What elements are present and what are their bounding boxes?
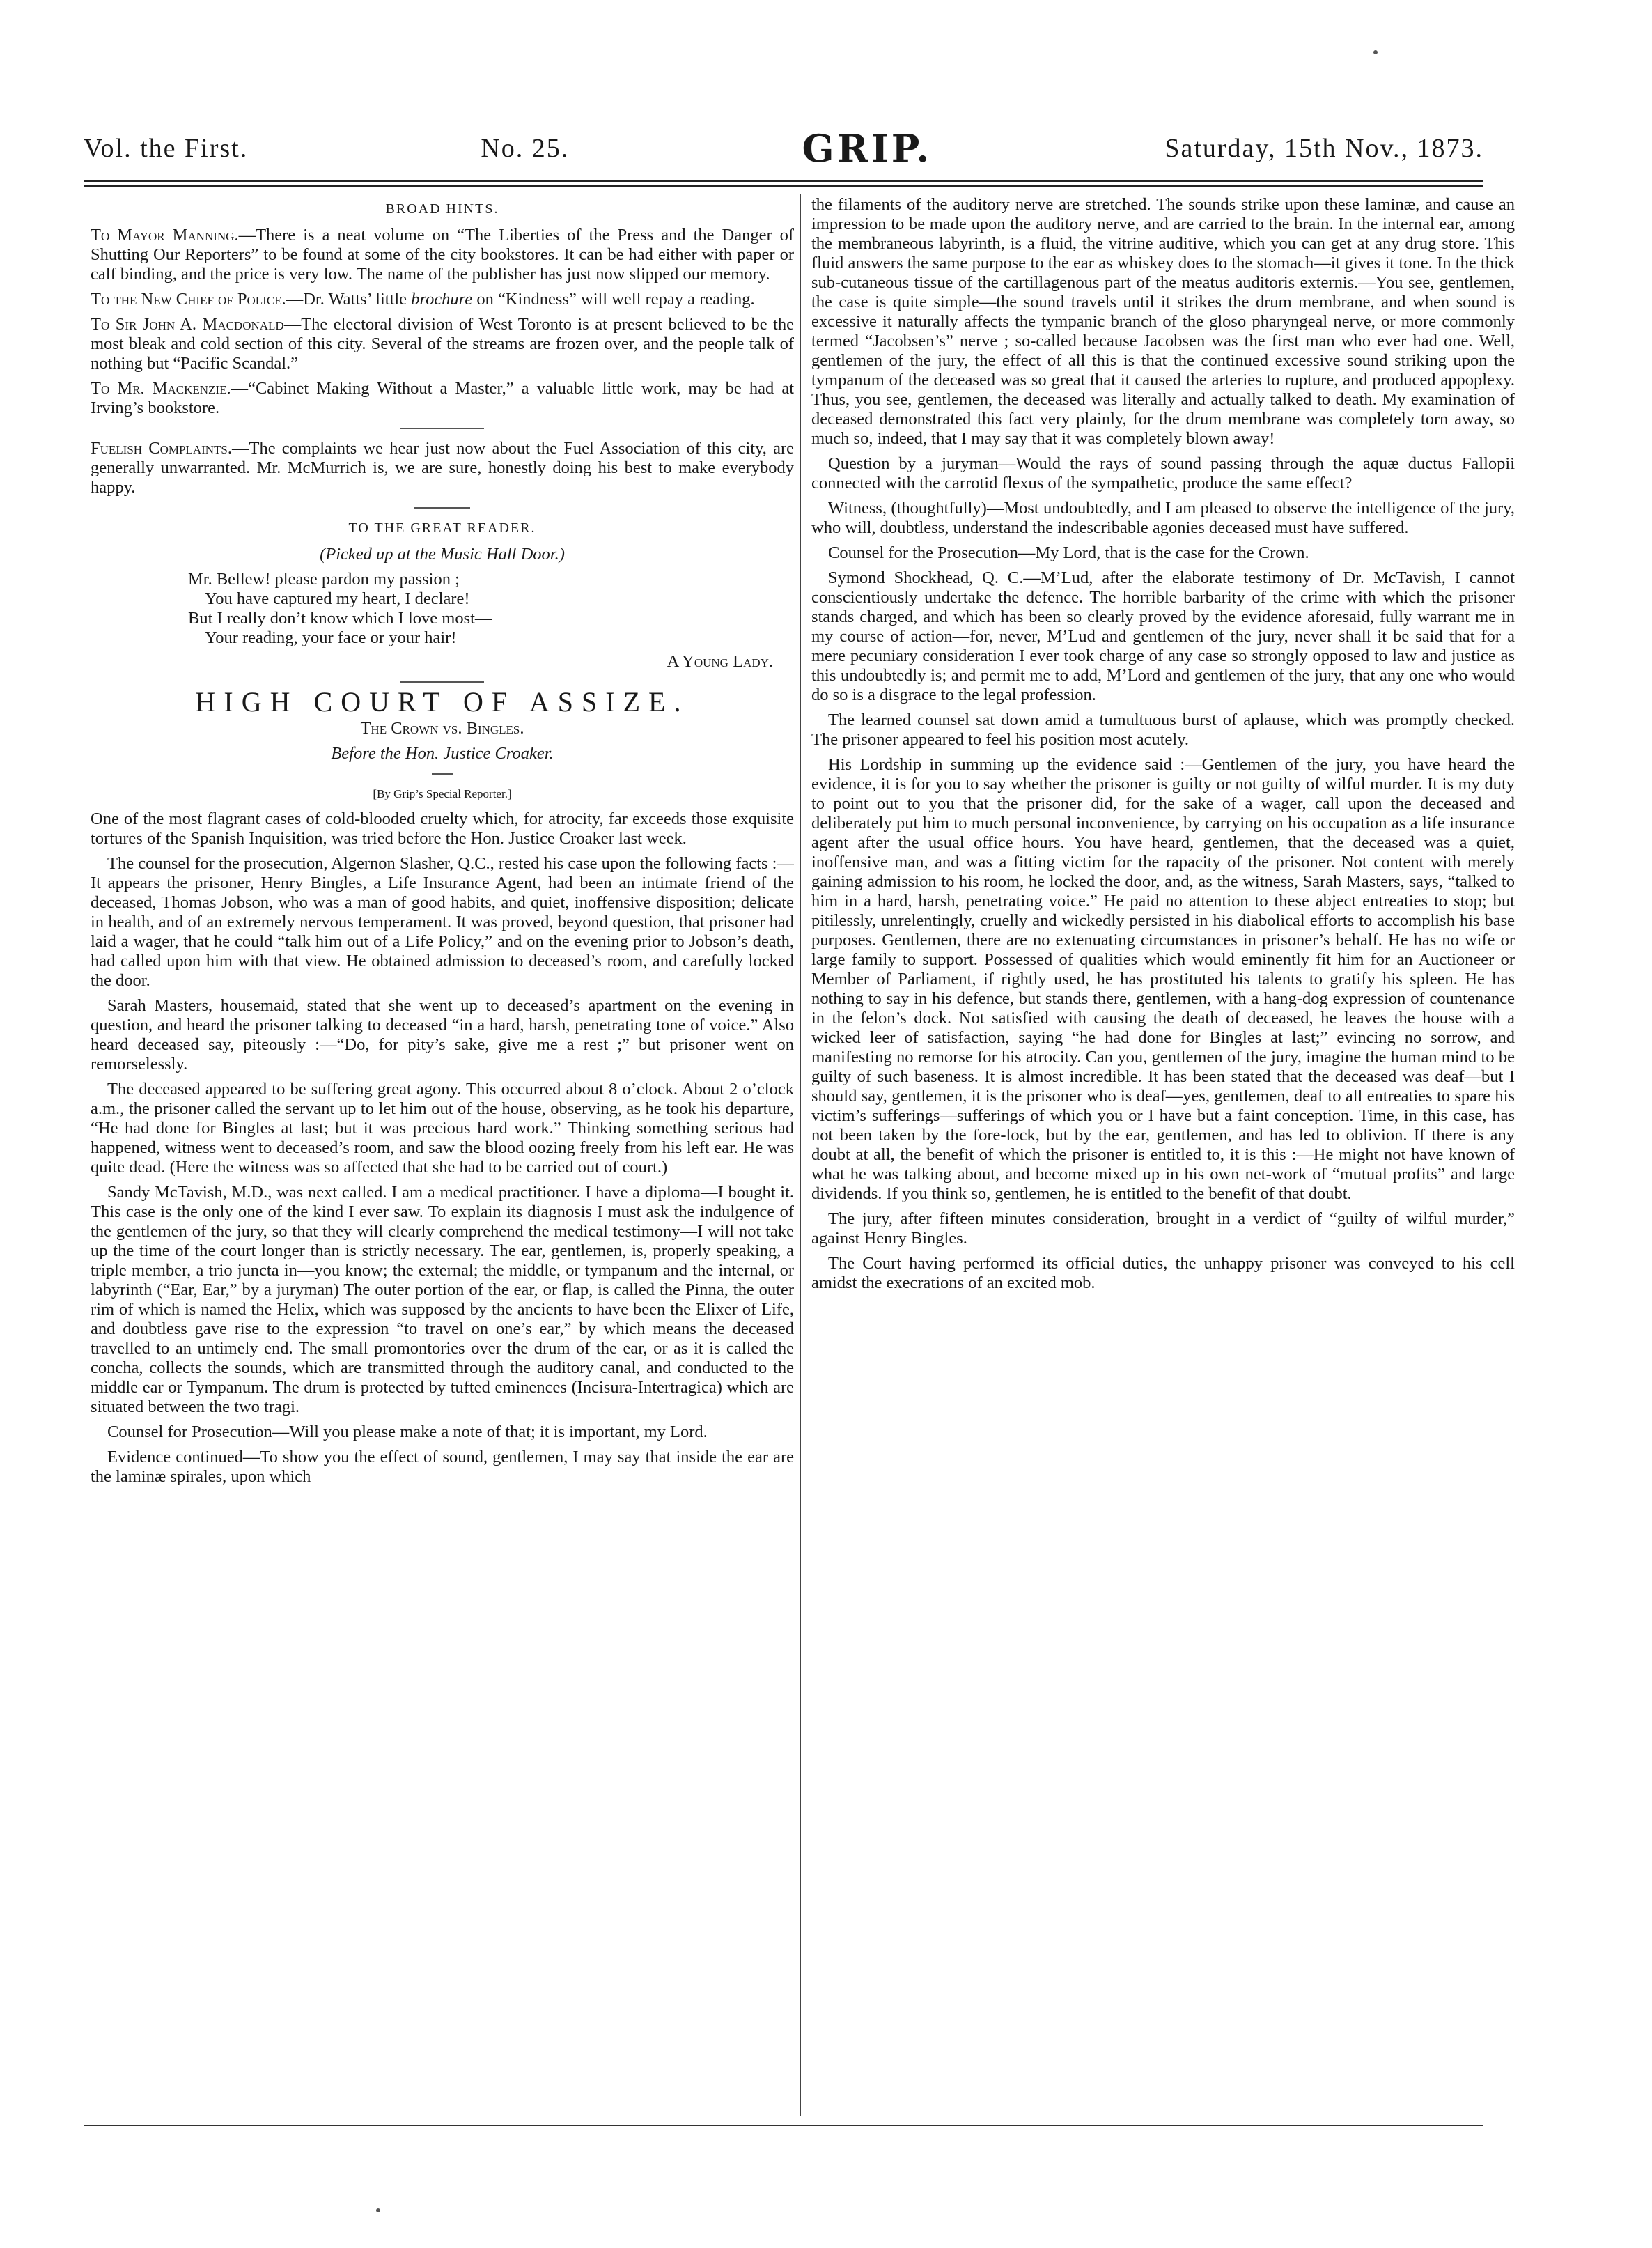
section-separator — [400, 428, 484, 429]
poem-line: But I really don’t know which I love most— — [188, 609, 492, 628]
hint-text: —“Cabinet Making Without a Master,” a valuable little work, may be had at Irving’s bookstore. — [91, 379, 794, 417]
masthead-rule-bottom — [84, 185, 1483, 187]
poem-line: You have captured my heart, I declare! — [205, 589, 470, 608]
hint-text: —The electoral division of West Toronto is at present believed to be the most bleak and cold section of this city. Several of the streams are frozen over, and the people talk of nothing but “Pacific Scandal.” — [91, 315, 794, 373]
article-paragraph: Sarah Masters, housemaid, stated that she went up to deceased’s apartment on the evening in question, and heard the prisoner talking to deceased “in a hard, harsh, penetrating tone of voice.” Also heard deceased say, piteously :—“Do, for pity’s sake, give me a rest ;” but prisoner went on remorselessly. — [91, 996, 794, 1073]
masthead — [84, 115, 1483, 181]
article-paragraph: Question by a juryman—Would the rays of sound passing through the aquæ ductus Fallopii connected with the carrotid flexus of the sympathetic, produce the same effect? — [811, 454, 1515, 493]
article-paragraph: The Court having performed its official duties, the unhappy prisoner was conveyed to his cell amidst the execrations of an excited mob. — [811, 1254, 1515, 1292]
hint-text: —There is a neat volume on “The Liberties of the Press and the Danger of Shutting Our Reporters” to be found at some of the city bookstores. It can be had either with paper or calf binding, and the price is very low. The name of the publisher has just now slipped our memory. — [91, 226, 794, 284]
masthead-rule-top — [84, 180, 1483, 182]
poem-line: Your reading, your face or your hair! — [205, 628, 457, 647]
print-speck — [1373, 50, 1378, 54]
right-column — [811, 195, 1515, 2114]
poem-signature: A Young Lady. — [667, 652, 773, 671]
fuelish-item — [91, 439, 794, 497]
reader-subheading: (Picked up at the Music Hall Door.) — [320, 545, 565, 564]
article-paragraph: The jury, after fifteen minutes consideration, brought in a verdict of “guilty of wilful murder,” against Henry Bingles. — [811, 1209, 1515, 1248]
broad-hints-heading: BROAD HINTS. — [385, 201, 499, 217]
hint-recipient: To Mr. Mackenzie. — [91, 379, 231, 398]
article-paragraph: His Lordship in summing up the evidence said :—Gentlemen of the jury, you have heard the evidence, it is for you to say whether the prisoner is guilty or not guilty of wilful murder. It is my duty to point out to you that the prisoner did, for the sake of a wager, call upon the deceased and deliberately put him to much personal inconvenience, by carrying on his occupation as a life insurance agent after the usual office hours. You have heard, gentlemen, that the deceased was a quiet, inoffensive man, and was a fitting victim for the rapacity of the prisoner. Not content with merely gaining admission to his room, he locked the door, and, as the witness, Sarah Masters, says, “talked to him in a hard, harsh, penetrating voice.” He paid no attention to these abject entreaties to stop; but pitilessly, unrelentingly, cruelly and wickedly persisted in his diabolical efforts to accomplish his base purposes. Gentlemen, there are no extenuating circumstances in prisoner’s behalf. He has no wife or large family to support. Possessed of qualities which would eminently fit him for an Auctioneer or Member of Parliament, if rightly used, he has prostituted his talents to gratify his spleen. He has nothing to say in his defence, but stands there, gentlemen, with a hang-dog expression of countenance in the felon’s dock. Not satisfied with causing the death of deceased, he leaves the house with a wicked leer of satisfaction, saying “he had done for Bingles at last;” evincing no sorrow, and manifesting no remorse for his atrocity. Can you, gentlemen of the jury, imagine the human mind to be guilty of such baseness. It is almost incredible. It has been stated that the deceased was deaf—but I should say, gentlemen, it is the prisoner who is deaf—yes, gentlemen, deaf to all entreaties to spare his victim’s sufferings—sufferings of which you or I have but a faint conception. Time, in this case, has not been taken by the fore-lock, but by the ear, gentlemen, and has led to oblivion. If there is any doubt at all, the benefit of which the prisoner is entitled to, it is this :—He might not have known of what he was talking about, and become mixed up in his own net-work of “mutual profits” and large dividends. If you think so, gentlemen, he is entitled to the benefit of that doubt. — [811, 755, 1515, 1203]
hint-item — [91, 315, 794, 373]
print-speck — [376, 2208, 380, 2212]
court-reporter: [By Grip’s Special Reporter.] — [373, 787, 512, 800]
court-case-title: The Crown vs. Bingles. — [360, 719, 524, 738]
fuelish-heading: Fuelish Complaints. — [91, 439, 232, 458]
article-paragraph: Counsel for Prosecution—Will you please make a note of that; it is important, my Lord. — [107, 1423, 708, 1441]
fuelish-text: —The complaints we hear just now about the Fuel Association of this city, are generally unwarranted. Mr. McMurrich is, we are sure, honestly doing his best to make everybody happy. — [91, 439, 794, 497]
hint-text: on “Kindness” will well repay a reading. — [472, 290, 755, 309]
section-separator — [400, 681, 484, 683]
court-judge: Before the Hon. Justice Croaker. — [331, 744, 554, 763]
column-divider — [800, 194, 801, 2116]
issue-date: Saturday, 15th Nov., 1873. — [1164, 133, 1483, 163]
article-paragraph: The learned counsel sat down amid a tumultuous burst of aplause, which was promptly checked. The prisoner appeared to feel his position most acutely. — [811, 711, 1515, 749]
court-heading: HIGH COURT OF ASSIZE. — [195, 686, 689, 718]
article-paragraph: Evidence continued—To show you the effect of sound, gentlemen, I may say that inside the ear are the laminæ spirales, upon which — [91, 1448, 794, 1486]
volume-label: Vol. the First. — [84, 133, 249, 163]
poem — [188, 570, 794, 648]
page-bottom-rule — [84, 2125, 1483, 2126]
article-paragraph: The counsel for the prosecution, Algernon Slasher, Q.C., rested his case upon the following facts :—It appears the prisoner, Henry Bingles, a Life Insurance Agent, had been an intimate friend of the deceased, Thomas Jobson, who was a man of good habits, and quiet, inoffensive disposition; delicate in health, and of an extremely nervous temperament. It was proved, beyond question, that prisoner had laid a wager, that he could “talk him out of a Life Policy,” and on the evening prior to Jobson’s death, had called upon him with that view. He obtained admission to deceased’s room, and carefully locked the door. — [91, 854, 794, 990]
reader-heading: TO THE GREAT READER. — [348, 520, 536, 536]
hint-text-italic: brochure — [411, 290, 473, 309]
hint-item — [91, 226, 794, 284]
article-paragraph: Symond Shockhead, Q. C.—M’Lud, after the elaborate testimony of Dr. McTavish, I cannot conscientiously undertake the defence. The horrible barbarity of the crime with which the prisoner stands charged, and which has been so clearly proved by the evidence aforesaid, fully warrant me in my course of action—for, never, M’Lud and gentlemen of the jury, never shall it be said that for a mere pecuniary consideration I ever took charge of any case so strongly opposed to law and justice as this undoubtedly is; and permit me to add, M’Lord and gentlemen of the jury, that any one who would do so is a disgrace to the legal profession. — [811, 568, 1515, 704]
article-paragraph: One of the most flagrant cases of cold-blooded cruelty which, for atrocity, far exceeds those exquisite tortures of the Spanish Inquisition, was tried before the Hon. Justice Croaker last week. — [91, 809, 794, 848]
hint-recipient: To Mayor Manning. — [91, 226, 239, 245]
left-column — [91, 195, 794, 2114]
hint-item — [91, 379, 794, 418]
section-separator — [414, 507, 470, 509]
hint-recipient: To Sir John A. Macdonald — [91, 315, 284, 334]
article-paragraph: Sandy McTavish, M.D., was next called. I am a medical practitioner. I have a diploma—I bought it. This case is the only one of the kind I ever saw. To explain its diagnosis I must ask the indulgence of the gentlemen of the jury, so that they will clearly comprehend the medical testimony—I will not take up the time of the court longer than is strictly necessary. The ear, gentlemen, is, properly speaking, a triple member, a trio juncta in—you know; the external; the middle, or tympanum and the internal, or labyrinth (“Ear, Ear,” by a juryman) The outer portion of the ear, or flap, is called the Pinna, the outer rim of which is named the Helix, which was supposed by the ancients to have been the Elixer of Life, and doubtless gave rise to the expression “to travel on one’s ear,” by which means the deceased travelled to an untimely end. The small promontories over the drum of the ear, or as it is called the concha, collects the sounds, which are transmitted through the auditory canal, and conducted to the middle ear or Tympanum. The drum is protected by tufted eminences (Incisura-Intertragica) which are situated between the two tragi. — [91, 1183, 794, 1416]
section-separator — [432, 773, 453, 775]
poem-line: Mr. Bellew! please pardon my passion ; — [188, 570, 460, 589]
article-paragraph: Witness, (thoughtfully)—Most undoubtedly, and I am pleased to observe the intelligence of the jury, who will, doubtless, understand the indescribable agonies deceased must have suffered. — [811, 499, 1515, 537]
newspaper-title: GRIP. — [802, 125, 933, 171]
article-paragraph: Counsel for the Prosecution—My Lord, that is the case for the Crown. — [828, 543, 1309, 562]
issue-number: No. 25. — [481, 133, 570, 163]
hint-text: —Dr. Watts’ little — [286, 290, 412, 309]
hint-recipient: To the New Chief of Police. — [91, 290, 286, 309]
article-paragraph: The deceased appeared to be suffering great agony. This occurred about 8 o’clock. About 2 o’clock a.m., the prisoner called the servant up to let him out of the house, observing, as he took his departure, “He had done for Bingles at last; but it was precious hard work.” Thinking something serious had happened, witness went to deceased’s room, and saw the blood oozing freely from his left ear. He was quite dead. (Here the witness was so affected that she had to be carried out of court.) — [91, 1080, 794, 1177]
hint-item — [91, 290, 794, 309]
article-paragraph: the filaments of the auditory nerve are stretched. The sounds strike upon these laminæ, and cause an impression to be made upon the auditory nerve, and are carried to the brain. In the internal ear, among the membraneous labyrinth, is a fluid, the vitrine auditive, which you can get at any drug store. This fluid answers the same purpose to the ear as whiskey does to the stomach—it gives it tone. In the thick sub-cutaneous tissue of the cartillagenous part of the meatus auditoris externis.—You see, gentlemen, the case is quite simple—the sound travels until it strikes the drum membrane, and when sound is excessive it naturally affects the tympanic branch of the gloso pharyngeal nerve, or more commonly termed “Jacobsen’s” nerve ; so-called because Jacobsen was the first man who ever had one. Well, gentlemen of the jury, the effect of all this is that the continued excessive sound striking upon the tympanum of the deceased was so great that it caused the arteries to rupture, and produced appoplexy. Thus, you see, gentlemen, the deceased was literally and actually talked to death. My examination of deceased demonstrated this fact very plainly, for the drum membrane was completely torn away, so much so, indeed, that I may say that it was completely blown away! — [811, 195, 1515, 448]
